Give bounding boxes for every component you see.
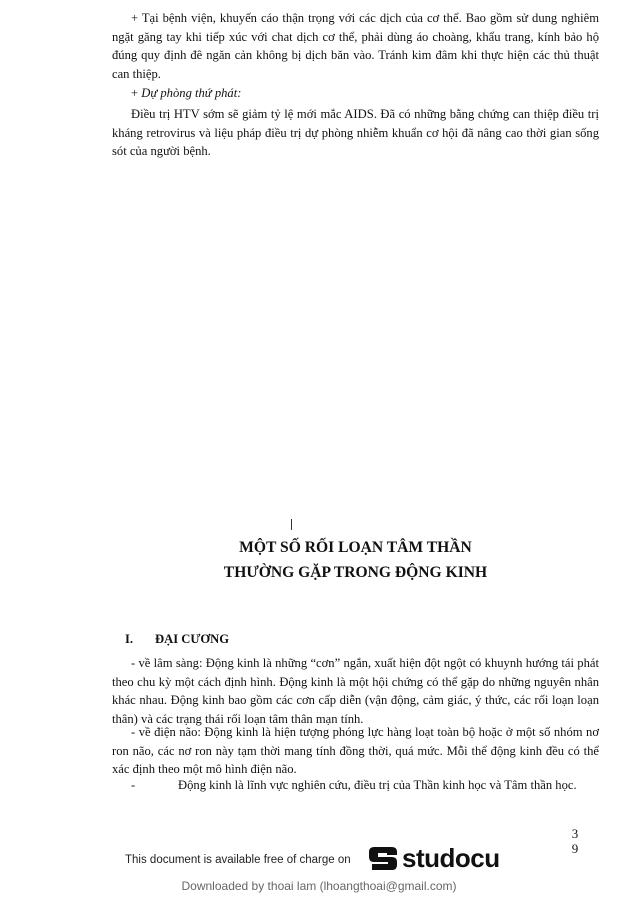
studocu-logo-link[interactable] — [366, 840, 500, 876]
chapter-title-line-1: MỘT SỐ RỐI LOẠN TÂM THẦN — [239, 539, 472, 556]
paragraph-hiv-treatment: Điều trị HTV sớm sẽ giảm tỷ lệ mới mắc AIDS. Đã có những bằng chứng can thiệp điều trị kháng retrovirus và liệu pháp điều trị dự phòng nhiễm khuẩn cơ hội đã nâng cao thời gian sống sót của người bệnh. — [112, 107, 599, 159]
paragraph-hospital-precautions: + Tại bệnh viện, khuyến cáo thận trọng với các dịch của cơ thể. Bao gồm sử dung nghiêm ngặt găng tay khi tiếp xúc với chat dịch cơ thể, phải dùng áo choàng, khẩu trang, kính bảo hộ đúng quy định đê ngăn cản không bị dịch băn vào. Tránh kim đâm khi thực hiện các thủ thuật can thiệp. — [112, 11, 599, 81]
studocu-logo-text: studocu — [402, 842, 500, 873]
page-number-line-1: 3 — [571, 826, 579, 841]
list-item-field-text: Động kinh là lĩnh vực nghiên cứu, điều trị của Thần kinh học và Tâm thần học. — [178, 778, 577, 792]
list-item-dash: - — [131, 778, 136, 792]
studocu-logo-icon — [366, 841, 400, 875]
footer-availability-text: This document is available free of charge on — [125, 854, 351, 866]
list-item-eeg: - về điện não: Động kinh là hiện tượng phóng lực hàng loạt toàn bộ hoặc ở một số nhóm nơ ron não, các nơ ron này tạm thời mang tính đồng thời, quá mức. Mỗi thể động kinh đều có thể xác định theo một mô hình điện não. — [112, 725, 599, 777]
section-heading — [125, 632, 229, 647]
footer-download-text: Downloaded by thoai lam (lhoangthoai@gmail.com) — [181, 879, 457, 893]
list-item-field — [112, 776, 599, 795]
subheading-text: Dự phòng thứ phát: — [141, 86, 242, 100]
page-number-line-2: 9 — [571, 841, 579, 856]
section-number: I. — [125, 632, 134, 646]
subheading-secondary-prevention — [112, 84, 599, 103]
text-cursor-mark — [291, 519, 292, 530]
page-number — [569, 826, 581, 856]
subheading-prefix: + — [131, 86, 142, 100]
list-item-clinical: - về lâm sàng: Động kinh là những “cơn” ngắn, xuất hiện đột ngột có khuynh hướng tái phát theo chu kỳ một cách định hình. Động kinh là một hội chứng có thể gặp do những nguyên nhân khác nhau. Động kinh bao gồm các cơn cấp diễn (vận động, cảm giác, ý thức, các rối loạn loạn thân) và các trạng thái rối loạn tâm thân mạn tính. — [112, 656, 599, 726]
section-title: ĐẠI CƯƠNG — [155, 632, 230, 646]
chapter-title-line-2: THƯỜNG GẶP TRONG ĐỘNG KINH — [223, 564, 488, 581]
